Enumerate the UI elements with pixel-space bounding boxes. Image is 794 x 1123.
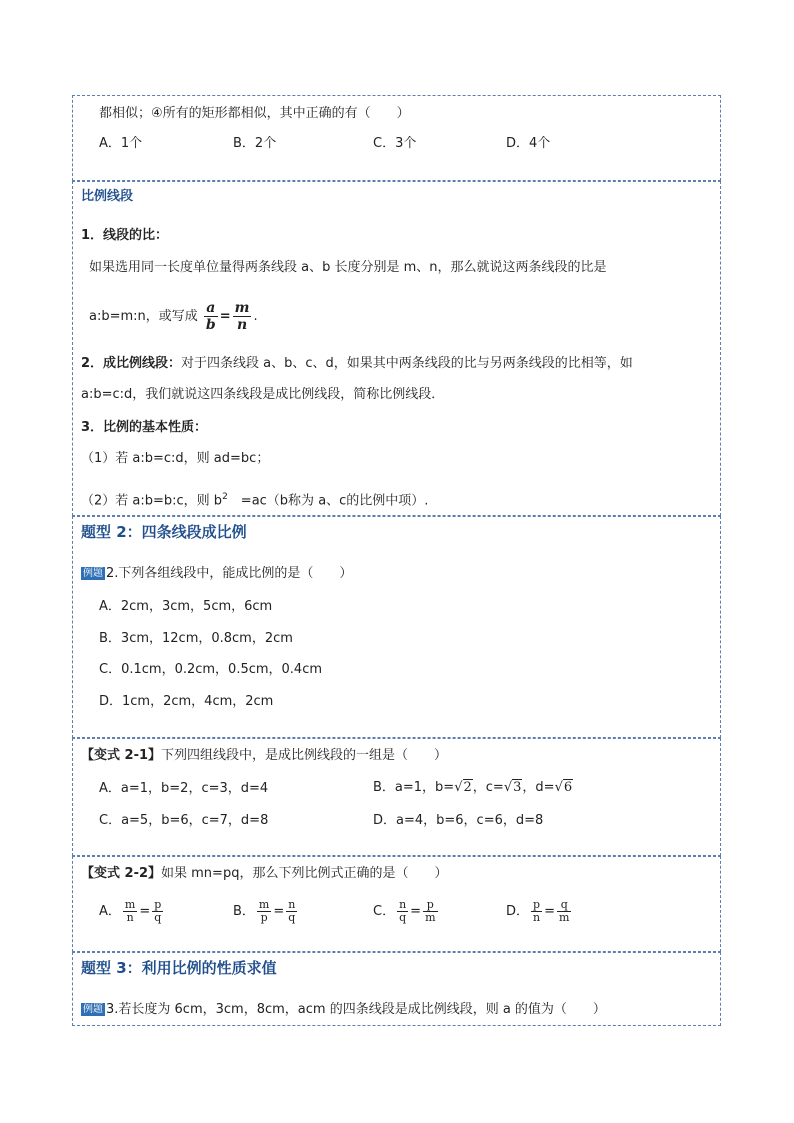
property-1: （1）若 a:b=c:d，则 ad=bc； bbox=[81, 451, 270, 466]
option-d: D． $\frac{p}{n}$ = $\frac{q}{m}$ bbox=[506, 898, 570, 924]
fraction-a-over-b: $\frac{a}{b}$ bbox=[205, 300, 216, 333]
option-a: A． $\frac{m}{n}$ = $\frac{p}{q}$ bbox=[99, 898, 162, 924]
proportional-segments-def-cont: a:b=c:d，我们就说这四条线段是成比例线段，简称比例线段． bbox=[81, 387, 445, 402]
option-b: B．a=1，b=√2，c=√3，d=√6 bbox=[373, 780, 573, 795]
variant-label: 【变式 2-1】 bbox=[81, 748, 162, 763]
fraction-m-over-n: $\frac{m}{n}$ bbox=[234, 300, 250, 333]
heading-ratio: 1．线段的比： bbox=[81, 228, 169, 243]
option-c: C．3个 bbox=[373, 136, 417, 151]
question-type-3-box bbox=[72, 952, 721, 1026]
ratio-notation: a:b=m:n，或写成 bbox=[89, 309, 198, 324]
knowledge-box bbox=[72, 181, 721, 516]
example-tag: 例题 bbox=[83, 1004, 103, 1015]
option-d: D．1cm，2cm，4cm，2cm bbox=[99, 694, 274, 709]
variant-question: 【变式 2-2】如果 mn=pq，那么下列比例式正确的是（ ） bbox=[81, 866, 448, 881]
section-title: 题型 2：四条线段成比例 bbox=[81, 523, 247, 541]
option-b: B． $\frac{m}{p}$ = $\frac{n}{q}$ bbox=[233, 898, 296, 924]
example-question: 例题 2.下列各组线段中，能成比例的是（ ） bbox=[83, 566, 353, 581]
property-2: （2）若 a:b=b:c，则 $b^2$ =ac（b称为 a、c的比例中项）. bbox=[81, 492, 429, 509]
example-question: 例题 3.若长度为 6cm，3cm，8cm，acm 的四条线段是成比例线段，则 a 的值为（ ） bbox=[83, 1002, 606, 1017]
option-d: D．4个 bbox=[506, 136, 551, 151]
variant-question: 【变式 2-1】下列四组线段中，是成比例线段的一组是（ ） bbox=[81, 748, 448, 763]
question-type-2-box bbox=[72, 516, 721, 738]
ratio-formula: a:b=m:n，或写成 $\frac{a}{b}$ = $\frac{m}{n}$ . bbox=[89, 300, 258, 333]
question-continuation-box bbox=[72, 95, 721, 181]
option-c: C．0.1cm，0.2cm，0.5cm，0.4cm bbox=[99, 662, 323, 677]
proportional-segments-def: 2．成比例线段：对于四条线段 a、b、c、d，如果其中两条线段的比与另两条线段的比相等，如 bbox=[81, 356, 633, 371]
section-title: 题型 3：利用比例的性质求值 bbox=[81, 959, 277, 977]
option-b: B．2个 bbox=[233, 136, 277, 151]
variant-label: 【变式 2-2】 bbox=[81, 866, 162, 881]
section-title: 比例线段 bbox=[81, 189, 134, 204]
option-b: B．3cm，12cm，0.8cm，2cm bbox=[99, 631, 293, 646]
option-c: C．a=5，b=6，c=7，d=8 bbox=[99, 813, 269, 828]
option-a: A．1个 bbox=[99, 136, 143, 151]
definition-text: 如果选用同一长度单位量得两条线段 a、b 长度分别是 m、n，那么就说这两条线段的比是 bbox=[89, 260, 607, 275]
option-c: C． $\frac{n}{q}$ = $\frac{p}{m}$ bbox=[373, 898, 436, 924]
heading-property: 3．比例的基本性质： bbox=[81, 420, 208, 435]
option-a: A．a=1，b=2，c=3，d=4 bbox=[99, 781, 269, 796]
variant-2-1-box bbox=[72, 738, 721, 856]
variant-2-2-box bbox=[72, 856, 721, 952]
option-a: A．2cm，3cm，5cm，6cm bbox=[99, 599, 273, 614]
example-tag: 例题 bbox=[83, 568, 103, 579]
option-d: D．a=4，b=6，c=6，d=8 bbox=[373, 813, 544, 828]
question-text: 都相似；④所有的矩形都相似，其中正确的有（ ） bbox=[99, 106, 410, 121]
